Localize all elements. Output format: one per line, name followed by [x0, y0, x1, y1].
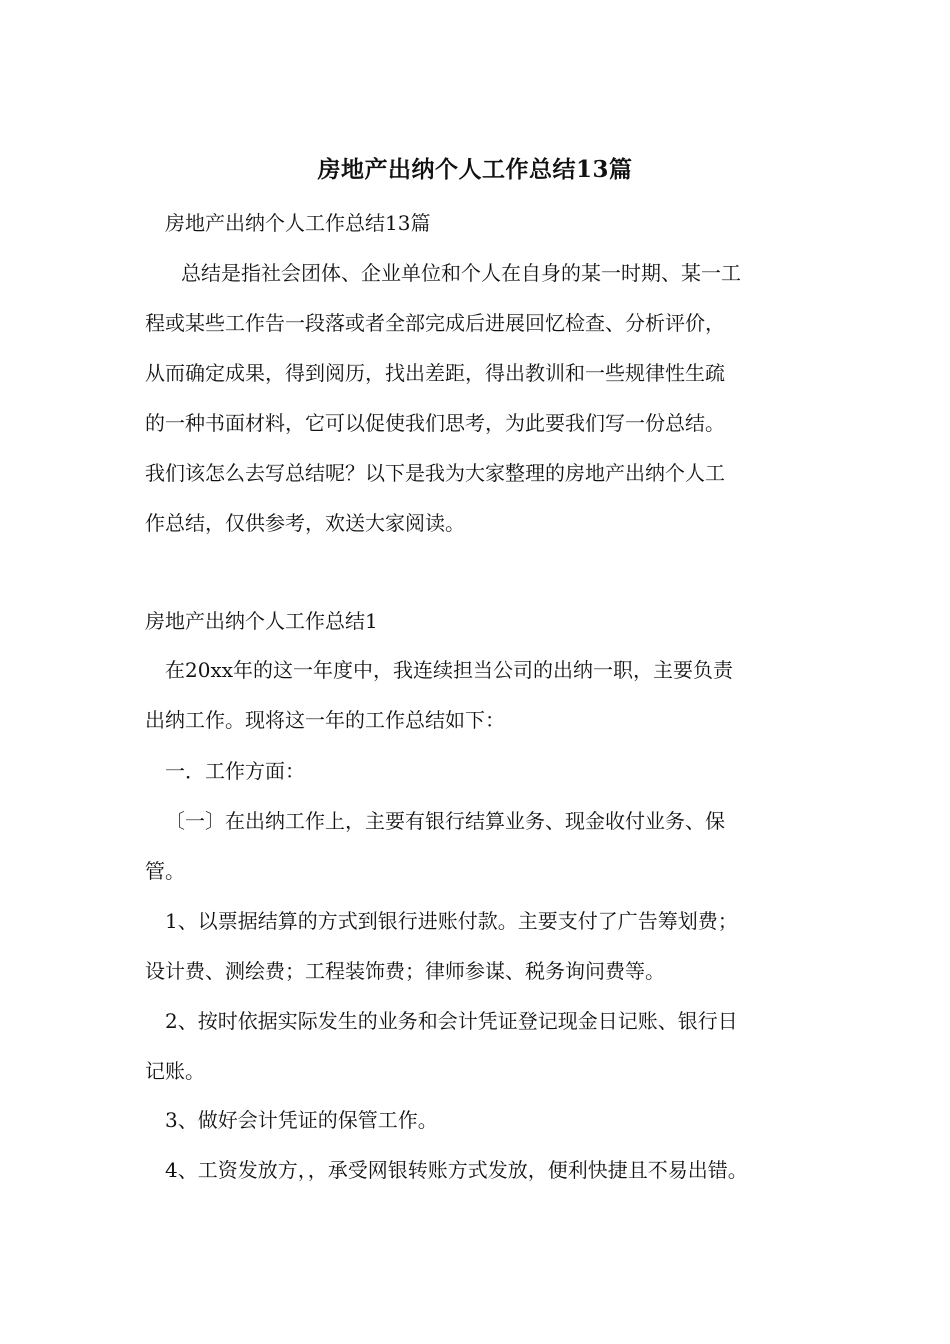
- intro-line: 程或某些工作告一段落或者全部完成后进展回忆检查、分析评价，: [145, 311, 725, 335]
- intro-line: 总结是指社会团体、企业单位和个人在自身的某一时期、某一工: [181, 261, 741, 285]
- body-line: 记账。: [145, 1059, 205, 1083]
- intro-line: 我们该怎么去写总结呢？以下是我为大家整理的房地产出纳个人工: [145, 461, 725, 485]
- intro-line: 的一种书面材料，它可以促使我们思考，为此要我们写一份总结。: [145, 411, 725, 435]
- body-line: 〔一〕在出纳工作上，主要有银行结算业务、现金收付业务、保: [165, 809, 725, 833]
- body-line: 3、做好会计凭证的保管工作。: [165, 1108, 438, 1132]
- document-subtitle: 房地产出纳个人工作总结13篇: [165, 211, 431, 235]
- body-line: 2、按时依据实际发生的业务和会计凭证登记现金日记账、银行日: [165, 1009, 738, 1033]
- intro-line: 从而确定成果，得到阅历，找出差距，得出教训和一些规律性生疏: [145, 361, 725, 385]
- document-title: 房地产出纳个人工作总结13篇: [317, 156, 633, 183]
- body-line: 一．工作方面：: [165, 759, 305, 783]
- body-line: 出纳工作。现将这一年的工作总结如下：: [145, 708, 505, 732]
- section-heading: 房地产出纳个人工作总结1: [145, 609, 378, 633]
- body-line: 1、以票据结算的方式到银行进账付款。主要支付了广告筹划费；: [165, 909, 738, 933]
- body-line: 设计费、测绘费；工程装饰费；律师参谋、税务询问费等。: [145, 959, 665, 983]
- body-line: 管。: [145, 859, 185, 883]
- body-line: 在20xx年的这一年度中，我连续担当公司的出纳一职，主要负责: [165, 658, 734, 682]
- intro-line: 作总结，仅供参考，欢送大家阅读。: [145, 511, 465, 535]
- body-line: 4、工资发放方，，承受网银转账方式发放，便利快捷且不易出错。: [165, 1158, 748, 1182]
